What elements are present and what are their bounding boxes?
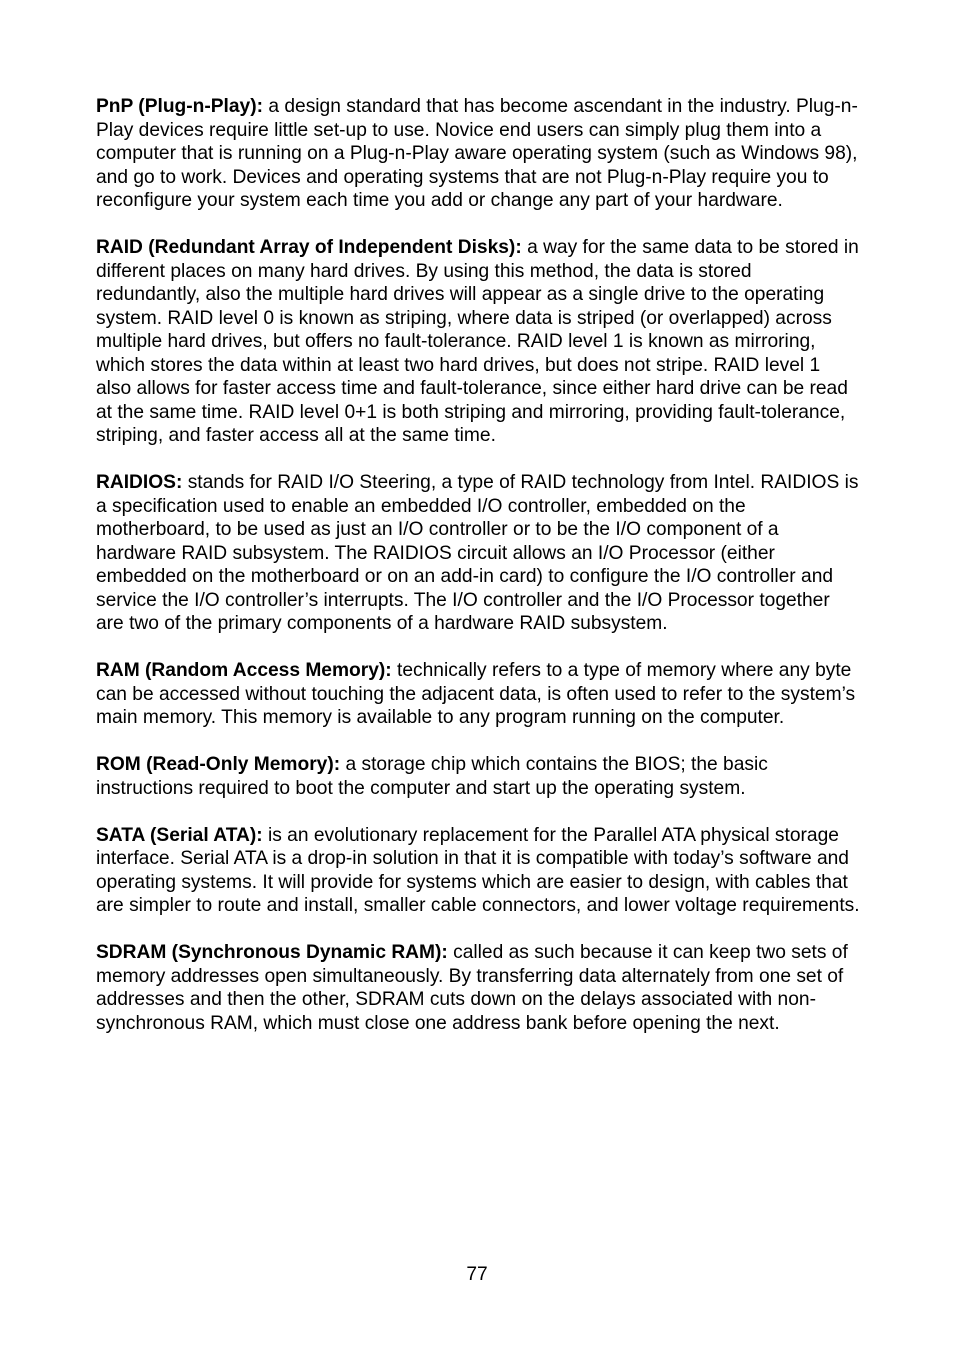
glossary-term: PnP (Plug-n-Play): <box>96 96 264 117</box>
glossary-term: SDRAM (Synchronous Dynamic RAM): <box>96 942 448 963</box>
glossary-term: RAID (Redundant Array of Independent Disks): <box>96 237 522 258</box>
glossary-definition: a way for the same data to be stored in different places on many hard drives. By using this method, the data is stored redundantly, also the multiple hard drives will appear as a single drive to the operating system. RAID level 0 is known as striping, where data is striped (or overlapped) across multiple hard drives, but offers no fault-tolerance. RAID level 1 is known as mirroring, which stores the data within at least two hard drives, but does not stripe. RAID level 1 also allows for faster access time and fault-tolerance, since either hard drive can be read at the same time. RAID level 0+1 is both striping and mirroring, providing fault-tolerance, striping, and faster access all at the same time. <box>96 237 859 446</box>
glossary-entry-sata <box>96 824 860 918</box>
glossary-definition: is an evolutionary replacement for the Parallel ATA physical storage interface. Serial ATA is a drop-in solution in that it is compatible with today’s software and operating systems. It will provide for systems which are easier to design, with cables that are simpler to route and install, smaller cable connectors, and lower voltage requirements. <box>96 824 860 916</box>
glossary-entry-raidios <box>96 471 860 636</box>
glossary-definition: called as such because it can keep two sets of memory addresses open simultaneously. By transferring data alternately from one set of addresses and then the other, SDRAM cuts down on the delays associated with non-synchronous RAM, which must close one address bank before opening the next. <box>96 942 848 1034</box>
glossary-term: SATA (Serial ATA): <box>96 824 263 846</box>
glossary-entry-sdram <box>96 941 860 1035</box>
glossary-content <box>96 95 860 1059</box>
glossary-entry-rom <box>96 753 860 800</box>
glossary-term: ROM (Read-Only Memory): <box>96 754 341 775</box>
glossary-definition: stands for RAID I/O Steering, a type of RAID technology from Intel. RAIDIOS is a specification used to enable an embedded I/O controller, embedded on the motherboard, to be used as just an I/O controller or to be the I/O component of a hardware RAID subsystem. The RAIDIOS circuit allows an I/O Processor (either embedded on the motherboard or on an add-in card) to configure the I/O controller and service the I/O controller’s interrupts. The I/O controller and the I/O Processor together are two of the primary components of a hardware RAID subsystem. <box>96 472 859 634</box>
glossary-definition: a storage chip which contains the BIOS; the basic instructions required to boot the computer and start up the operating system. <box>96 754 768 799</box>
glossary-term: RAM (Random Access Memory): <box>96 660 392 681</box>
page-number: 77 <box>466 1264 488 1285</box>
glossary-term: RAIDIOS: <box>96 472 183 493</box>
glossary-entry-pnp <box>96 95 860 213</box>
glossary-entry-ram <box>96 659 860 730</box>
glossary-entry-raid <box>96 236 860 448</box>
glossary-definition: technically refers to a type of memory where any byte can be accessed without touching the adjacent data, is often used to refer to the system’s main memory. This memory is available to any program running on the computer. <box>96 660 856 728</box>
glossary-definition: a design standard that has become ascendant in the industry. Plug-n-Play devices require little set-up to use. Novice end users can simply plug them into a computer that is running on a Plug-n-Play aware operating system (such as Windows 98), and go to work. Devices and operating systems that are not Plug-n-Play require you to reconfigure your system each time you add or change any part of your hardware. <box>96 96 858 211</box>
